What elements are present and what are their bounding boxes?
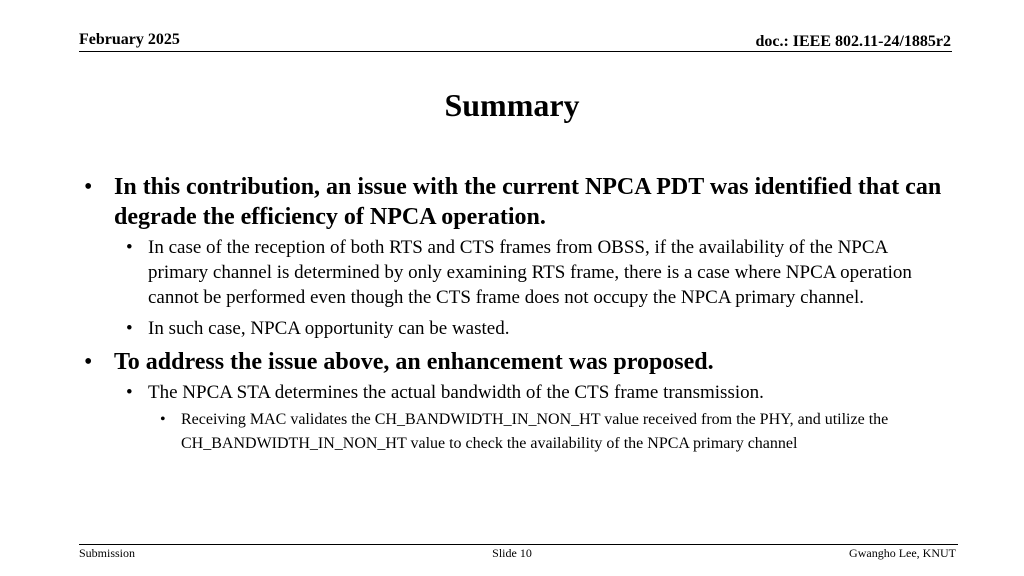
bullet-item-2-sub-1-text: The NPCA STA determines the actual bandwidth of the CTS frame transmission. <box>148 382 764 403</box>
bullet-icon: • <box>84 174 93 200</box>
bullet-item-2-sub-1 <box>80 380 950 405</box>
header-doc-id: doc.: IEEE 802.11-24/1885r2 <box>755 33 951 50</box>
footer-slide-number: Slide 10 <box>492 546 532 560</box>
header-date: February 2025 <box>79 31 180 48</box>
bullet-icon: • <box>126 318 133 339</box>
bullet-item-2 <box>80 347 950 377</box>
bullet-item-1 <box>80 172 950 232</box>
slide-body <box>80 172 950 455</box>
bullet-item-2-sub-1-sub-1 <box>80 408 950 455</box>
bullet-icon: • <box>84 349 93 375</box>
bullet-item-1-sub-2 <box>80 316 950 341</box>
bullet-item-2-sub-1-sub-1-text: Receiving MAC validates the CH_BANDWIDTH_IN_NON_HT value received from the PHY, and utilize the CH_BANDWIDTH_IN_NON_HT value to check the availability of the NPCA primary channel <box>181 411 889 452</box>
slide-title: Summary <box>444 87 580 123</box>
bullet-item-1-text: In this contribution, an issue with the current NPCA PDT was identified that can degrade the efficiency of NPCA operation. <box>114 174 942 230</box>
footer-author: Gwangho Lee, KNUT <box>849 546 956 560</box>
bullet-item-2-text: To address the issue above, an enhancement was proposed. <box>114 349 714 375</box>
bullet-icon: • <box>126 382 133 403</box>
footer-submission: Submission <box>79 546 136 560</box>
bullet-icon: • <box>160 411 166 428</box>
bullet-item-1-sub-2-text: In such case, NPCA opportunity can be wasted. <box>148 318 510 339</box>
bullet-item-1-sub-1 <box>80 235 950 310</box>
footer-divider <box>79 544 958 545</box>
bullet-icon: • <box>126 237 133 258</box>
bullet-item-1-sub-1-text: In case of the reception of both RTS and CTS frames from OBSS, if the availability of the NPCA primary channel is determined by only examining RTS frame, there is a case where NPCA operation cannot be performed even though the CTS frame does not occupy the NPCA primary channel. <box>148 237 912 308</box>
header-divider <box>79 51 952 52</box>
